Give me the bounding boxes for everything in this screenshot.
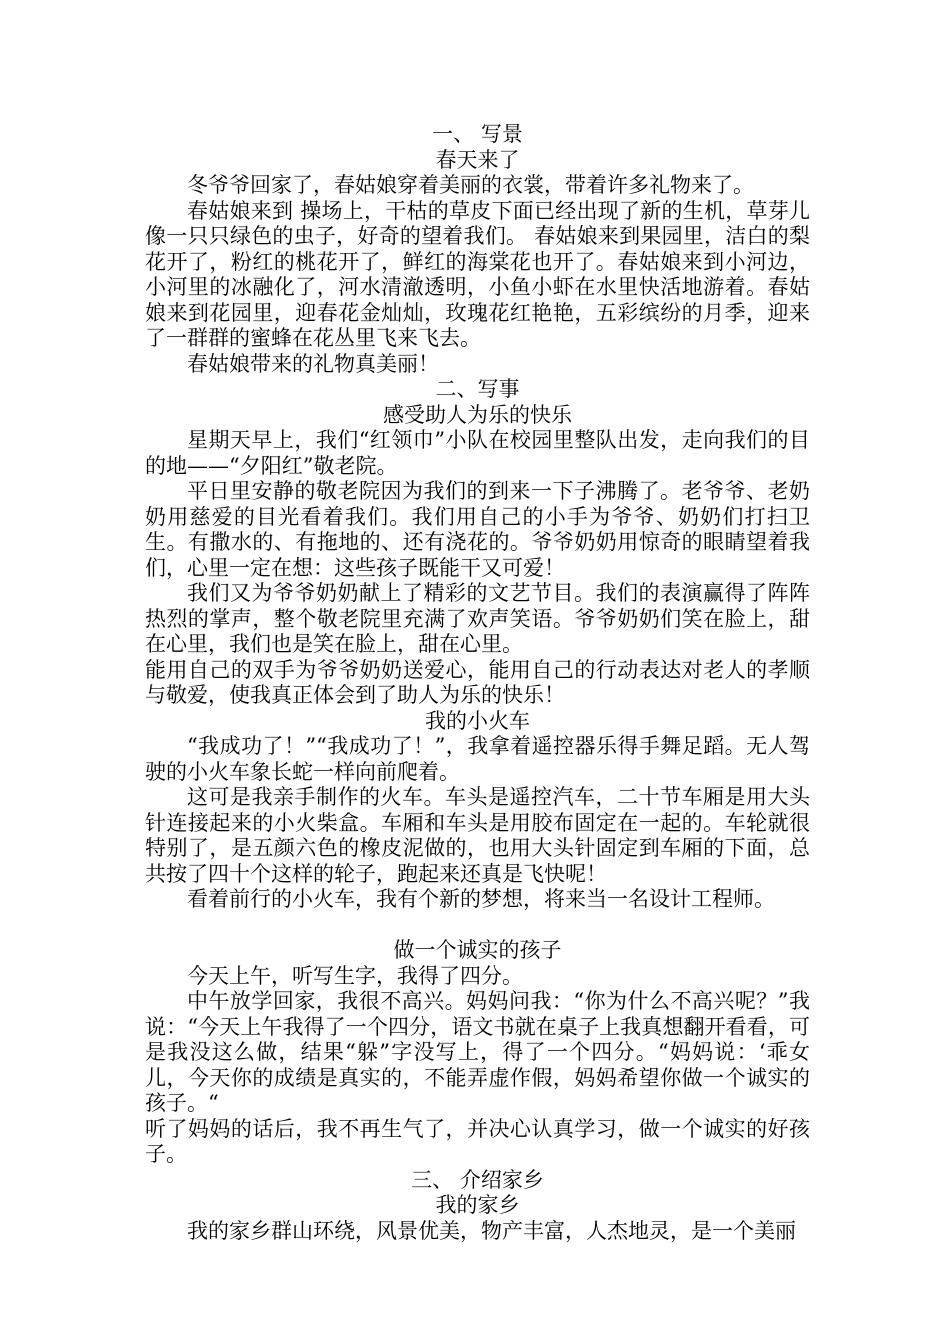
paragraph: 春姑娘带来的礼物真美丽！ (187, 351, 439, 376)
paragraph: 中午放学回家，我很不高兴。妈妈问我：“你为什么不高兴呢？”我说：“今天上午我得了一个四分，语文书就在桌子上我真想翻开看看，可是我没这么做，结果“躲”字没写上，得了一个四分。“妈妈说：‘乖女儿，今天你的成绩是真实的，不能弄虚作假，妈妈希望你做一个诚实的孩子。“ (145, 989, 810, 1115)
paragraph: “我成功了！”“我成功了！”，我拿着遥控器乐得手舞足蹈。无人驾驶的小火车象长蛇一样向前爬着。 (145, 734, 810, 784)
essay-title: 做一个诚实的孩子 (393, 938, 562, 962)
section-heading: 一、 写景 (432, 122, 523, 146)
paragraph: 平日里安静的敬老院因为我们的到来一下子沸腾了。老爷爷、老奶奶用慈爱的目光看着我们。我们用自己的小手为爷爷、奶奶们打扫卫生。有撒水的、有拖地的、还有浇花的。爷爷奶奶用惊奇的眼睛望着我们，心里一定在想：这些孩子既能干又可爱！ (145, 479, 810, 580)
essay-title: 春天来了 (435, 147, 520, 172)
paragraph: 春姑娘来到 操场上，干枯的草皮下面已经出现了新的生机，草芽儿像一只只绿色的虫子，好奇的望着我们。 春姑娘来到果园里，洁白的梨花开了，粉红的桃花开了，鲜红的海棠花也开了。春姑娘来到小河边，小河里的冰融化了，河水清澈透明，小鱼小虾在水里快活地游着。春姑娘来到花园里，迎春花金灿灿，玫瑰花红艳艳，五彩缤纷的月季，迎来了一群群的蜜蜂在花丛里飞来飞去。 (145, 198, 810, 350)
paragraph: 我的家乡群山环绕，风景优美，物产丰富，人杰地灵，是一个美丽 (187, 1218, 796, 1243)
document-body (145, 122, 810, 1244)
essay-title: 我的家乡 (435, 1193, 520, 1217)
paragraph: 冬爷爷回家了，春姑娘穿着美丽的衣裳，带着许多礼物来了。 (187, 173, 754, 197)
paragraph-flush: 听了妈妈的话后，我不再生气了，并决心认真学习，做一个诚实的好孩子。 (145, 1116, 810, 1166)
essay-title: 感受助人为乐的快乐 (383, 402, 572, 427)
essay-title: 我的小火车 (425, 708, 530, 733)
section-heading: 三、 介绍家乡 (411, 1167, 544, 1192)
paragraph: 星期天早上，我们“红领巾”小队在校园里整队出发，走向我们的目的地——“夕阳红”敬老院。 (145, 428, 810, 478)
blank-line (145, 913, 810, 939)
paragraph-flush: 能用自己的双手为爷爷奶奶送爱心，能用自己的行动表达对老人的孝顺与敬爱，使我真正体会到了助人为乐的快乐！ (145, 657, 810, 707)
paragraph: 看着前行的小火车，我有个新的梦想，将来当一名设计工程师。 (187, 887, 775, 911)
paragraph: 这可是我亲手制作的火车。车头是遥控汽车，二十节车厢是用大头针连接起来的小火柴盒。车厢和车头是用胶布固定在一起的。车轮就很特别了，是五颜六色的橡皮泥做的，也用大头针固定到车厢的下面，总共按了四十个这样的轮子，跑起来还真是飞快呢！ (145, 785, 810, 886)
paragraph: 今天上午，听写生字，我得了四分。 (187, 963, 523, 988)
section-heading: 二、写事 (435, 377, 520, 401)
paragraph: 我们又为爷爷奶奶献上了精彩的文艺节目。我们的表演赢得了阵阵热烈的掌声，整个敬老院里充满了欢声笑语。爷爷奶奶们笑在脸上，甜在心里，我们也是笑在脸上，甜在心里。 (145, 581, 810, 656)
